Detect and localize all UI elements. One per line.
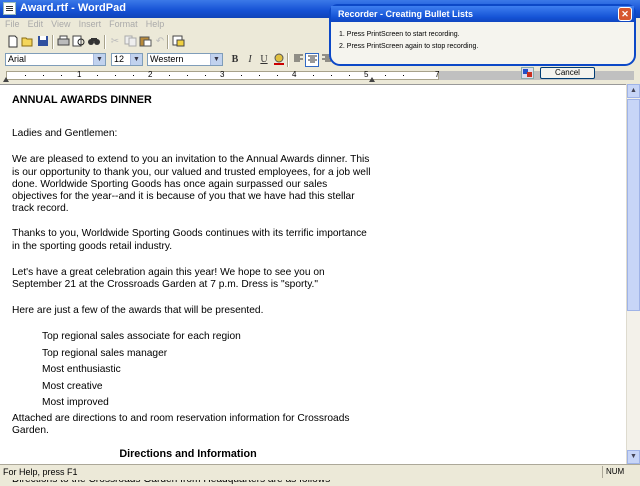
menu-edit[interactable]: Edit [27, 19, 44, 29]
menu-format[interactable]: Format [109, 19, 138, 29]
ruler-tick [115, 75, 116, 76]
award-item: Most improved [42, 397, 109, 408]
ruler-tick [43, 75, 44, 76]
num-lock-indicator: NUM [606, 467, 625, 476]
award-item: Top regional sales manager [42, 347, 168, 359]
scroll-up-arrow-icon[interactable]: ▲ [627, 84, 640, 98]
toolbar-separator [104, 35, 105, 49]
toolbar-separator [167, 35, 168, 49]
chevron-down-icon[interactable]: ▼ [93, 54, 105, 65]
ruler-tick [133, 75, 134, 76]
document-title: ANNUAL AWARDS DINNER [12, 94, 152, 106]
ruler-number: 2 [148, 70, 153, 79]
menu-bar [0, 18, 330, 31]
award-item: Most enthusiastic [42, 364, 121, 376]
status-bar [0, 464, 640, 480]
bold-button[interactable]: B [231, 54, 239, 65]
toolbar-separator [52, 35, 53, 49]
align-center-icon[interactable] [305, 53, 319, 67]
window-title: Award.rtf - WordPad [20, 2, 126, 14]
chevron-down-icon[interactable]: ▼ [130, 54, 142, 65]
scroll-down-arrow-icon[interactable]: ▼ [627, 450, 640, 464]
undo-icon[interactable]: ↶ [155, 36, 165, 47]
recorder-title-text: Recorder - Creating Bullet Lists [338, 9, 474, 19]
ruler-tick [25, 75, 26, 76]
status-divider [602, 466, 603, 478]
standard-toolbar [0, 33, 330, 51]
chevron-down-icon[interactable]: ▼ [210, 54, 222, 65]
recorder-icon[interactable] [521, 67, 534, 79]
recorder-title [331, 6, 634, 22]
status-help-text: For Help, press F1 [3, 467, 78, 477]
ruler-tick [331, 75, 332, 76]
recorder-instruction-2: 2. Press PrintScreen again to stop recording. [339, 43, 479, 50]
font-script-combo[interactable] [147, 53, 223, 66]
new-icon[interactable] [6, 35, 20, 49]
underline-button[interactable]: U [260, 54, 268, 65]
ruler-tick [313, 75, 314, 76]
ruler-number: 7 [435, 70, 440, 79]
greeting: Ladies and Gentlemen: [12, 128, 118, 140]
ruler-tick [385, 75, 386, 76]
left-indent-marker[interactable] [3, 77, 9, 82]
ruler-number: 3 [220, 70, 225, 79]
cut-icon[interactable]: ✂ [110, 36, 120, 47]
ruler-tick [61, 75, 62, 76]
ruler-tick [403, 75, 404, 76]
ruler-number: 1 [77, 70, 82, 79]
ruler-tick [241, 75, 242, 76]
cancel-button[interactable]: Cancel [540, 67, 595, 79]
menu-file[interactable]: File [5, 19, 20, 29]
close-icon[interactable]: ✕ [618, 7, 632, 21]
paste-icon[interactable] [138, 35, 152, 49]
award-item: Most creative [42, 380, 103, 392]
recorder-instruction-1: 1. Press PrintScreen to start recording. [339, 31, 460, 38]
award-item: Top regional sales associate for each region [42, 331, 241, 343]
paragraph-5: Attached are directions to and room reservation information for Crossroads Garden. [12, 413, 350, 437]
toolbar-separator [287, 53, 288, 67]
wordpad-app-icon[interactable] [3, 2, 16, 15]
directions-heading: Directions and Information [119, 447, 257, 460]
save-icon[interactable] [36, 35, 50, 49]
ruler-tick [97, 75, 98, 76]
font-size-value: 12 [114, 54, 125, 64]
ruler-tick [259, 75, 260, 76]
print-preview-icon[interactable] [71, 35, 85, 49]
font-size-combo[interactable] [111, 53, 143, 66]
find-icon[interactable] [87, 35, 101, 49]
menu-help[interactable]: Help [145, 19, 165, 29]
date-time-icon[interactable] [171, 35, 185, 49]
document-content[interactable] [12, 94, 372, 486]
ruler-number: 5 [364, 70, 369, 79]
text-color-icon[interactable] [272, 53, 286, 67]
copy-icon[interactable] [123, 35, 137, 49]
font-script-value: Western [150, 54, 184, 64]
format-toolbar [0, 51, 330, 68]
menu-view[interactable]: View [51, 19, 71, 29]
document-area[interactable] [0, 84, 626, 465]
scroll-thumb[interactable] [627, 99, 640, 311]
ruler-number: 4 [292, 70, 297, 79]
ruler-tick [187, 75, 188, 76]
italic-button[interactable]: I [248, 54, 252, 65]
open-icon[interactable] [21, 35, 35, 49]
recorder-panel [329, 4, 636, 66]
paragraph-4: Here are just a few of the awards that will be presented. [12, 305, 264, 317]
print-icon[interactable] [56, 35, 70, 49]
font-name-combo[interactable] [5, 53, 106, 66]
ruler-tick [169, 75, 170, 76]
font-name-value: Arial [8, 54, 27, 64]
ruler-tick [277, 75, 278, 76]
ruler-margin-area [439, 71, 634, 80]
paragraph-2: Thanks to you, Worldwide Sporting Goods continues with its terrific importance in the sporting goods retail industry. [12, 228, 367, 252]
ruler-tick [205, 75, 206, 76]
right-indent-marker[interactable] [369, 77, 375, 82]
menu-insert[interactable]: Insert [78, 19, 102, 29]
paragraph-1: We are pleased to extend to you an invitation to the Annual Awards dinner. This is our opportunity to thank you, our valued and trusted employees, for a job well done. Worldwide Sporting Goods has once again surpassed our sales objectives for the year--and it is because of you that we have had this stellar track record. [12, 154, 371, 215]
vertical-scrollbar[interactable] [626, 84, 640, 464]
ruler-tick [349, 75, 350, 76]
align-left-icon[interactable] [291, 53, 305, 67]
paragraph-3: Let's have a great celebration again this year! We hope to see you on September 21 at the Crossroads Garden at 7 p.m. Dress is "sporty." [12, 266, 325, 291]
